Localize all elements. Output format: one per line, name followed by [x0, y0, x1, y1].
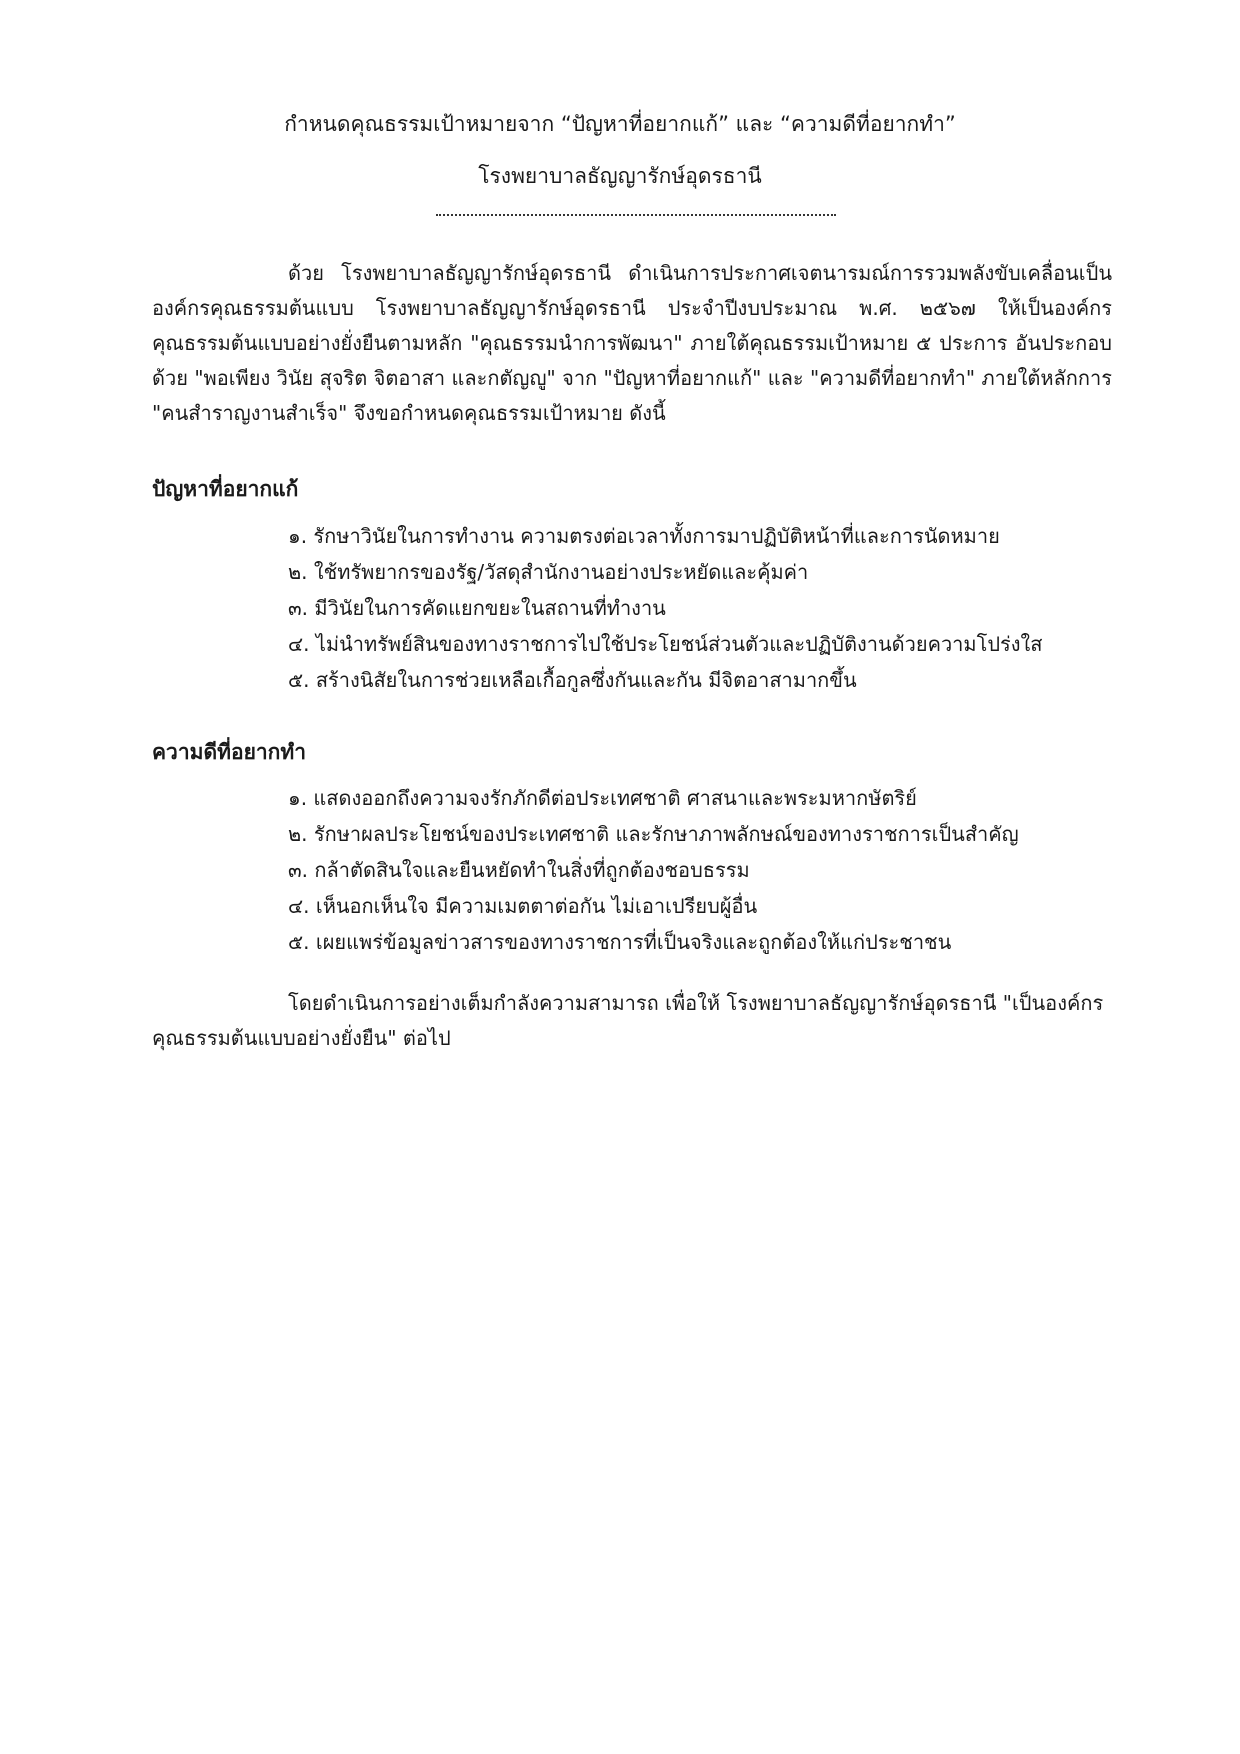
list-item: ๒. ใช้ทรัพยากรของรัฐ/วัสดุสำนักงานอย่างประหยัดและคุ้มค่า [288, 560, 809, 584]
list-item: ๑. แสดงออกถึงความจงรักภักดีต่อประเทศชาติ ศาสนาและพระมหากษัตริย์ [288, 786, 917, 810]
goodness-heading: ความดีที่อยากทำ [152, 740, 307, 764]
goodness-list [288, 780, 1138, 960]
problems-heading: ปัญหาที่อยากแก้ [152, 477, 299, 501]
list-item: ๓. กล้าตัดสินใจและยืนหยัดทำในสิ่งที่ถูกต้องชอบธรรม [288, 858, 750, 882]
dotted-divider [436, 214, 836, 216]
list-item: ๒. รักษาผลประโยชน์ของประเทศชาติ และรักษาภาพลักษณ์ของทางราชการเป็นสำคัญ [288, 822, 1019, 846]
list-item: ๔. เห็นอกเห็นใจ มีความเมตตาต่อกัน ไม่เอาเปรียบผู้อื่น [288, 894, 758, 918]
document-title: กำหนดคุณธรรมเป้าหมายจาก “ปัญหาที่อยากแก้” และ “ความดีที่อยากทำ” [284, 112, 956, 136]
list-item: ๕. เผยแพร่ข้อมูลข่าวสารของทางราชการที่เป็นจริงและถูกต้องให้แก่ประชาชน [288, 930, 952, 954]
list-item: ๕. สร้างนิสัยในการช่วยเหลือเกื้อกูลซึ่งกันและกัน มีจิตอาสามากขึ้น [288, 668, 857, 692]
list-item: ๓. มีวินัยในการคัดแยกขยะในสถานที่ทำงาน [288, 596, 666, 620]
list-item: ๑. รักษาวินัยในการทำงาน ความตรงต่อเวลาทั้งการมาปฏิบัติหน้าที่และการนัดหมาย [288, 524, 1000, 548]
intro-paragraph: ด้วย โรงพยาบาลธัญญารักษ์อุดรธานี ดำเนินการประกาศเจตนารมณ์การรวมพลังขับเคลื่อนเป็นองค์กรคุณธรรมต้นแบบ โรงพยาบาลธัญญารักษ์อุดรธานี ประจำปีงบประมาณ พ.ศ. ๒๕๖๗ ให้เป็นองค์กรคุณธรรมต้นแบบอย่างยั่งยืนตามหลัก "คุณธรรมนำการพัฒนา" ภายใต้คุณธรรมเป้าหมาย ๕ ประการ อันประกอบด้วย "พอเพียง วินัย สุจริต จิตอาสา และกตัญญู" จาก "ปัญหาที่อยากแก้" และ "ความดีที่อยากทำ" ภายใต้หลักการ "คนสำราญงานสำเร็จ" จึงขอกำหนดคุณธรรมเป้าหมาย ดังนี้ [152, 261, 1112, 425]
organization-name: โรงพยาบาลธัญญารักษ์อุดรธานี [478, 164, 762, 188]
list-item: ๔. ไม่นำทรัพย์สินของทางราชการไปใช้ประโยชน์ส่วนตัวและปฏิบัติงานด้วยความโปร่งใส [288, 632, 1043, 656]
problems-list [288, 518, 1138, 698]
conclusion-paragraph: โดยดำเนินการอย่างเต็มกำลังความสามารถ เพื่อให้ โรงพยาบาลธัญญารักษ์อุดรธานี "เป็นองค์กรคุณธรรมต้นแบบอย่างยั่งยืน" ต่อไป [152, 991, 1104, 1050]
